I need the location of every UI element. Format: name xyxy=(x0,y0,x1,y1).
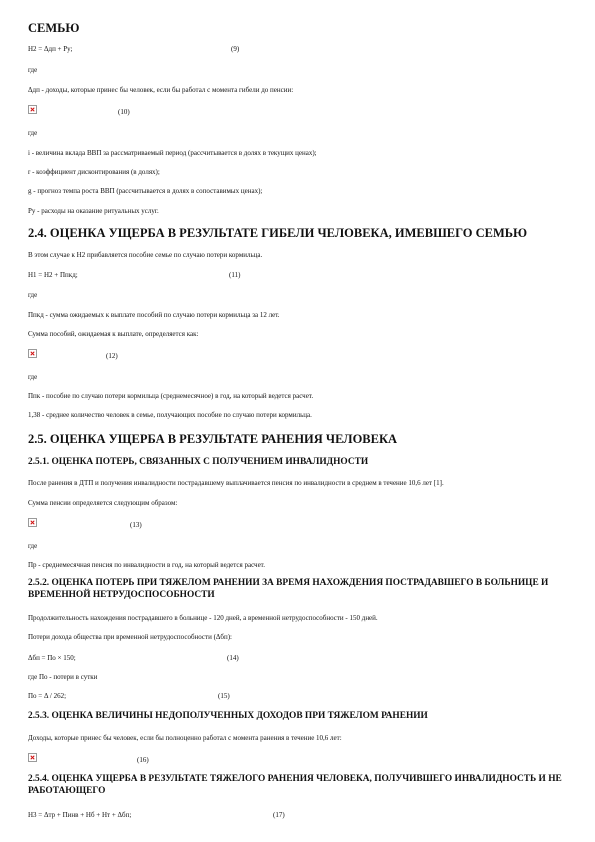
definition-g: g - прогноз темпа роста ВВП (рассчитывается в долях в сопоставимых ценах); xyxy=(28,187,263,195)
where-label: где xyxy=(28,291,38,299)
broken-image-icon xyxy=(28,349,37,358)
formula-15: По = Δ / 262; xyxy=(28,692,67,700)
formula-14: Δбп = По × 150; xyxy=(28,654,76,662)
duration-text: Продолжительность нахождения пострадавшего в больнице - 120 дней, а временной нетрудоспособности - 150 дней. xyxy=(28,614,378,622)
where-label: где xyxy=(28,66,38,74)
formula-15-number: (15) xyxy=(218,692,230,700)
formula-10-number: (10) xyxy=(118,108,130,116)
subsection-heading-2-5-3: 2.5.3. ОЦЕНКА ВЕЛИЧИНЫ НЕДОПОЛУЧЕННЫХ ДОХОДОВ ПРИ ТЯЖЕЛОМ РАНЕНИИ xyxy=(28,711,428,721)
formula-9-number: (9) xyxy=(231,45,240,53)
formula-14-number: (14) xyxy=(227,654,239,662)
formula-9: Н2 = Δдп + Ру; xyxy=(28,45,73,53)
case-text: В этом случае к Н2 прибавляется пособие семье по случаю потери кормильца. xyxy=(28,251,263,259)
formula-11: Н1 = Н2 + Ппкд; xyxy=(28,271,78,279)
subsection-heading-2-5-1: 2.5.1. ОЦЕНКА ПОТЕРЬ, СВЯЗАННЫХ С ПОЛУЧЕНИЕМ ИНВАЛИДНОСТИ xyxy=(28,457,369,467)
formula-17-number: (17) xyxy=(273,811,285,819)
formula-16-number: (16) xyxy=(137,756,149,764)
where-label: где xyxy=(28,373,38,381)
where-po-text: где По - потери в сутки xyxy=(28,673,98,681)
income-text: Доходы, которые принес бы человек, если бы полноценно работал с момента ранения в течение 10,6 лет: xyxy=(28,734,342,742)
definition-ppk: Ппк - пособие по случаю потери кормильца (среднемесячное) в год, на который ведется расчет. xyxy=(28,392,314,400)
definition-i: i - величина вклада ВВП за рассматриваемый период (рассчитывается в долях в текущих ценах); xyxy=(28,149,317,157)
formula-13-number: (13) xyxy=(130,521,142,529)
broken-image-icon xyxy=(28,518,37,527)
pension-sum-text: Сумма пенсии определяется следующим образом: xyxy=(28,499,178,507)
definition-ppkd: Ппкд - сумма ожидаемых к выплате пособий по случаю потери кормильца за 12 лет. xyxy=(28,311,280,319)
broken-image-icon xyxy=(28,753,37,762)
definition-r: r - коэффициент дисконтирования (в долях); xyxy=(28,168,160,176)
subsection-heading-2-5-4: 2.5.4. ОЦЕНКА УЩЕРБА В РЕЗУЛЬТАТЕ ТЯЖЕЛОГО РАНЕНИЯ ЧЕЛОВЕКА, ПОЛУЧИВШЕГО ИНВАЛИДНОСТЬ И НЕ РАБОТАЮЩЕГО xyxy=(28,774,562,796)
formula-11-number: (11) xyxy=(229,271,241,279)
income-loss-text: Потери дохода общества при временной нетрудоспособности (Δбп): xyxy=(28,633,233,641)
subsection-heading-2-5-2: 2.5.2. ОЦЕНКА ПОТЕРЬ ПРИ ТЯЖЕЛОМ РАНЕНИИ ЗА ВРЕМЯ НАХОЖДЕНИЯ ПОСТРАДАВШЕГО В БОЛЬНИЦЕ И ВРЕМЕННОЙ НЕТРУДОСПОСОБНОСТИ xyxy=(28,578,549,600)
after-dtp-text: После ранения в ДТП и получения инвалидности пострадавшему выплачивается пенсия по инвалидности в среднем в течение 10,6 лет [1]. xyxy=(28,479,444,487)
where-label: где xyxy=(28,129,38,137)
section-heading-2-5: 2.5. ОЦЕНКА УЩЕРБА В РЕЗУЛЬТАТЕ РАНЕНИЯ ЧЕЛОВЕКА xyxy=(28,432,398,446)
section-heading-2-4: 2.4. ОЦЕНКА УЩЕРБА В РЕЗУЛЬТАТЕ ГИБЕЛИ ЧЕЛОВЕКА, ИМЕВШЕГО СЕМЬЮ xyxy=(28,226,528,240)
definition-ddp: Δдп - доходы, которые принес бы человек, если бы работал с момента гибели до пенсии: xyxy=(28,86,294,94)
broken-image-icon xyxy=(28,105,37,114)
formula-17: Н3 = Δтр + Пинв + Нб + Нт + Δбп; xyxy=(28,811,132,819)
definition-pri: Пр - среднемесячная пенсия по инвалидности в год, на который ведется расчет. xyxy=(28,561,265,569)
section-heading-family: СЕМЬЮ xyxy=(28,21,80,35)
definition-avg: 1,38 - среднее количество человек в семье, получающих пособие по случаю потери кормильца. xyxy=(28,411,312,419)
where-label: где xyxy=(28,542,38,550)
definition-ru: Ру - расходы на оказание ритуальных услуг. xyxy=(28,207,159,215)
benefit-sum-text: Сумма пособий, ожидаемая к выплате, определяется как: xyxy=(28,330,199,338)
formula-12-number: (12) xyxy=(106,352,118,360)
